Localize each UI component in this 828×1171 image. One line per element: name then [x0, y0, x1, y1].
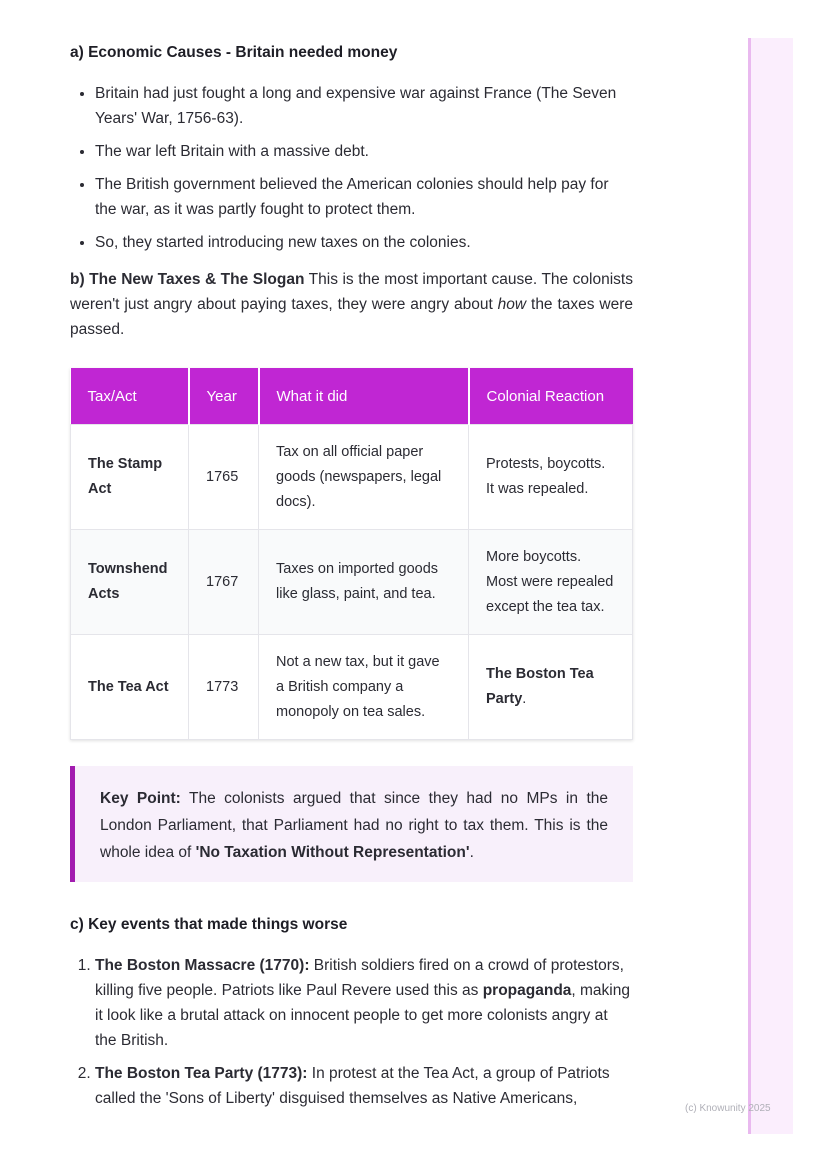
section-a-heading: a) Economic Causes - Britain needed money	[70, 44, 398, 61]
section-b-paragraph	[70, 267, 633, 342]
table-header	[71, 368, 633, 425]
slogan: 'No Taxation Without Representation'	[195, 844, 470, 861]
list-item: • So, they started introducing new taxes on the colonies.	[95, 230, 633, 255]
cell: 1765	[189, 425, 259, 530]
text: This is the most important cause. The colonists weren't just angry about paying taxes, they were angry about	[70, 271, 633, 313]
copyright: (c) Knowunity 2025	[685, 1103, 771, 1114]
text: In protest at the Tea Act, a group of Patriots called the 'Sons of Liberty' disguised themselves as Native Americans,	[95, 1065, 610, 1107]
item-title: The Boston Massacre (1770):	[95, 957, 310, 974]
header-cell: Year	[189, 368, 259, 425]
cell: Tax on all official paper goods (newspapers, legal docs).	[259, 425, 469, 530]
cell: The Stamp Act	[88, 456, 163, 497]
section-b-heading: b) The New Taxes & The Slogan	[70, 271, 305, 288]
table-row	[71, 425, 633, 530]
taxes-table	[70, 368, 633, 740]
cell: 1767	[189, 530, 259, 635]
section-a-list	[70, 81, 633, 255]
list-item: • The British government believed the American colonies should help pay for the war, as it was partly fought to protect them.	[95, 172, 633, 222]
cell: Taxes on imported goods like glass, paint, and tea.	[259, 530, 469, 635]
item-title: The Boston Tea Party (1773):	[95, 1065, 308, 1082]
text: .	[469, 844, 474, 861]
cell	[469, 530, 633, 635]
section-c-heading: c) Key events that made things worse	[70, 916, 348, 933]
header-cell: Tax/Act	[71, 368, 189, 425]
text: the taxes were passed.	[70, 296, 634, 338]
cell-bold: The Boston Tea Party	[486, 666, 594, 707]
cell: Townshend Acts	[88, 561, 168, 602]
cell-text: Protests, boycotts. It was repealed.	[486, 456, 606, 497]
cell	[469, 635, 633, 740]
cell: Not a new tax, but it gave a British company a monopoly on tea sales.	[259, 635, 469, 740]
table-row	[71, 530, 633, 635]
cell	[469, 425, 633, 530]
list-item	[95, 1061, 633, 1111]
cell: 1773	[189, 635, 259, 740]
cell-text: More boycotts. Most were repealed except the tea tax.	[486, 548, 614, 615]
cell-text: .	[522, 691, 527, 707]
section-c-list	[70, 953, 633, 1111]
list-item: • Britain had just fought a long and expensive war against France (The Seven Years' War, 1756-63).	[95, 81, 633, 131]
sidebar-strip	[748, 38, 793, 1134]
header-cell: Colonial Reaction	[469, 368, 633, 425]
emphasis: how	[497, 296, 527, 313]
header-cell: What it did	[259, 368, 469, 425]
key-point-label: Key Point:	[100, 790, 181, 807]
bold-text: propaganda	[482, 982, 572, 999]
table-row	[71, 635, 633, 740]
document-content	[70, 40, 633, 1123]
text: , making it look like a brutal attack on innocent people to get more colonists angry at the British.	[95, 982, 630, 1049]
list-item	[95, 953, 633, 1053]
list-item: • The war left Britain with a massive debt.	[95, 139, 633, 164]
text: The colonists argued that since they had no MPs in the London Parliament, that Parliament had no right to tax them. This is the whole idea of	[100, 790, 608, 861]
cell: The Tea Act	[88, 678, 169, 695]
text: British soldiers fired on a crowd of protestors, killing five people. Patriots like Paul Revere used this as	[95, 957, 624, 999]
key-point-callout	[70, 766, 633, 882]
